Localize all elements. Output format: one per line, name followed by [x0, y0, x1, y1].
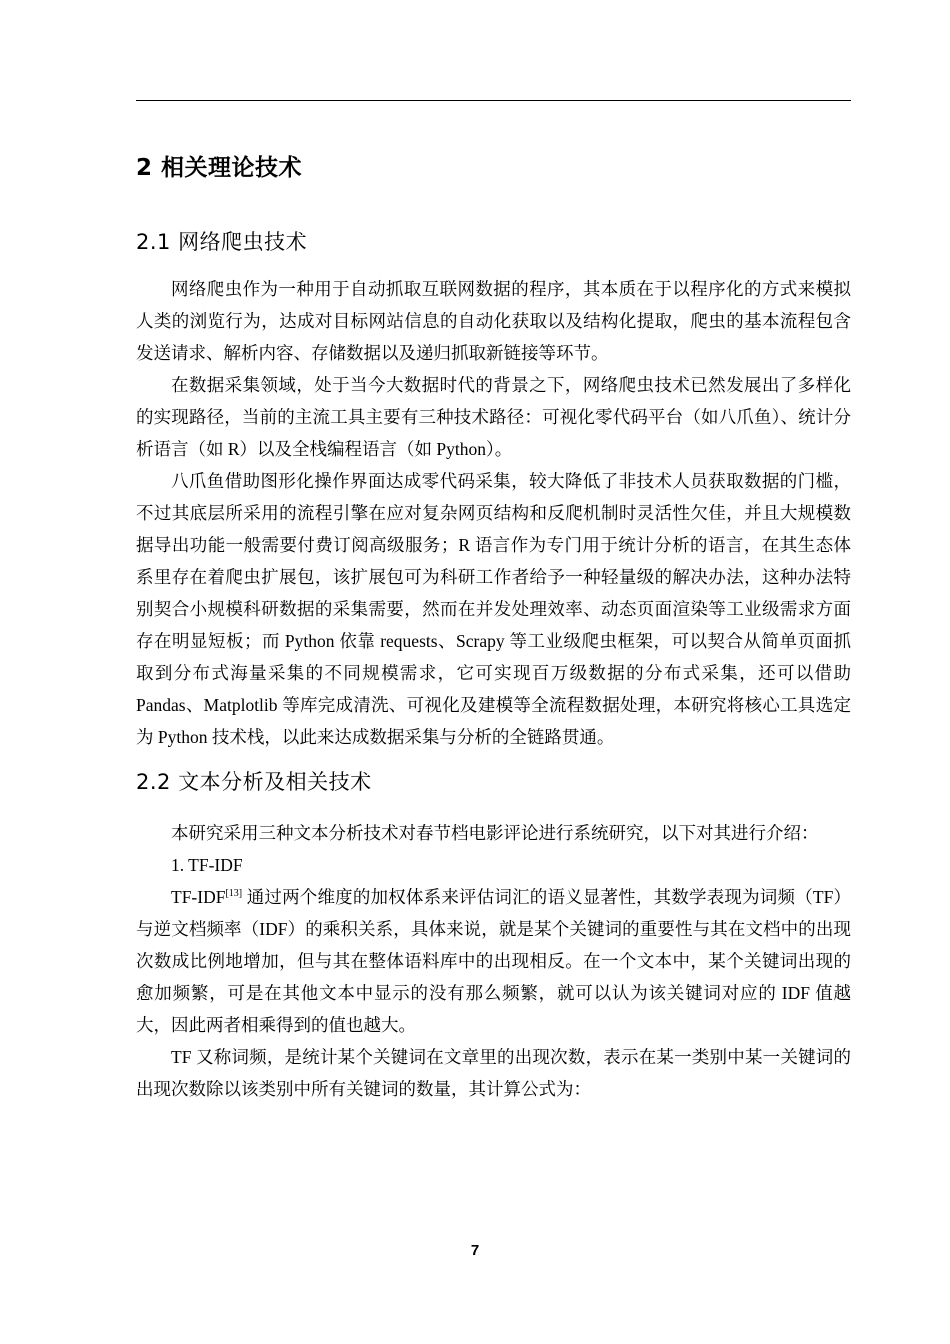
paragraph-tfidf [136, 881, 851, 1041]
paragraph: 八爪鱼借助图形化操作界面达成零代码采集，较大降低了非技术人员获取数据的门槛，不过其底层所采用的流程引擎在应对复杂网页结构和反爬机制时灵活性欠佳，并且大规模数据导出功能一般需要付费订阅高级服务；R 语言作为专门用于统计分析的语言，在其生态体系里存在着爬虫扩展包，该扩展包可为科研工作者给予一种轻量级的解决办法，这种办法特别契合小规模科研数据的采集需要，然而在并发处理效率、动态页面渲染等工业级需求方面存在明显短板；而 Python 依靠 requests、Scrapy 等工业级爬虫框架，可以契合从简单页面抓取到分布式海量采集的不同规模需求，它可实现百万级数据的分布式采集，还可以借助 Pandas、Matplotlib 等库完成清洗、可视化及建模等全流程数据处理，本研究将核心工具选定为 Python 技术栈，以此来达成数据采集与分析的全链路贯通。 [136, 471, 851, 747]
citation: [13] [225, 888, 243, 899]
paragraph: 在数据采集领域，处于当今大数据时代的背景之下，网络爬虫技术已然发展出了多样化的实现路径，当前的主流工具主要有三种技术路径：可视化零代码平台（如八爪鱼）、统计分析语言（如 R）以及全栈编程语言（如 Python）。 [136, 375, 851, 459]
paragraph: 网络爬虫作为一种用于自动抓取互联网数据的程序，其本质在于以程序化的方式来模拟人类的浏览行为，达成对目标网站信息的自动化获取以及结构化提取，爬虫的基本流程包含发送请求、解析内容、存储数据以及递归抓取新链接等环节。 [136, 279, 851, 363]
section-title-2-1: 2.1 网络爬虫技术 [136, 230, 308, 254]
page-body [136, 140, 851, 1105]
chapter-title: 2 相关理论技术 [136, 155, 303, 181]
paragraph-intro: 本研究采用三种文本分析技术对春节档电影评论进行系统研究，以下对其进行介绍： [171, 823, 819, 843]
paragraph-tf: TF 又称词频，是统计某个关键词在文章里的出现次数，表示在某一类别中某一关键词的出现次数除以该类别中所有关键词的数量，其计算公式为： [136, 1047, 851, 1099]
tfidf-text: 通过两个维度的加权体系来评估词汇的语义显著性，其数学表现为词频（TF）与逆文档频率（IDF）的乘积关系，具体来说，就是某个关键词的重要性与其在文档中的出现次数成比例地增加，但与其在整体语料库中的出现相反。在一个文本中，某个关键词出现的愈加频繁，可是在其他文本中显示的没有那么频繁，就可以认为该关键词对应的 IDF 值越大，因此两者相乘得到的值也越大。 [136, 887, 851, 1035]
section-title-2-2: 2.2 文本分析及相关技术 [136, 770, 372, 794]
list-item-tfidf: 1. TF-IDF [171, 855, 243, 875]
header-rule [136, 100, 851, 101]
page-number: 7 [470, 1242, 480, 1259]
tfidf-term: TF-IDF [171, 887, 226, 907]
